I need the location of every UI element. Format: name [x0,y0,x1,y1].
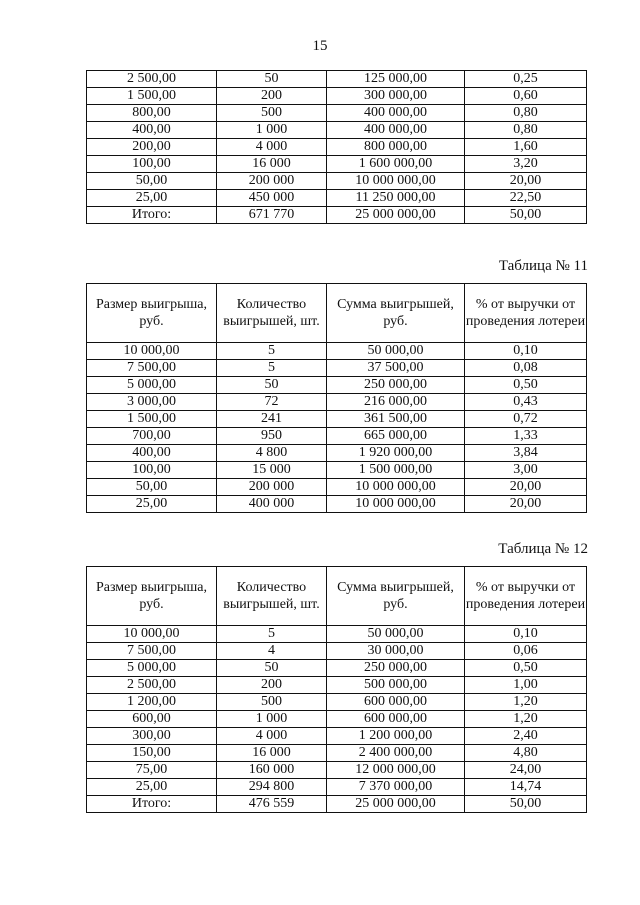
cell-revenue-percent: 20,00 [465,173,587,190]
cell-prize-sum: 10 000 000,00 [327,173,465,190]
cell-revenue-percent: 0,10 [465,343,587,360]
table-row [87,626,587,643]
prize-table-10 [86,70,587,224]
cell-revenue-percent: 24,00 [465,762,587,779]
cell-prize-count: 294 800 [217,779,327,796]
cell-prize-count: 160 000 [217,762,327,779]
cell-prize-sum: 1 200 000,00 [327,728,465,745]
cell-revenue-percent: 0,10 [465,626,587,643]
header-prize-count: Количество выигрышей, шт. [217,567,327,626]
cell-prize-count: 200 [217,677,327,694]
header-prize-count: Количество выигрышей, шт. [217,284,327,343]
table-row [87,207,587,224]
cell-prize-count: 4 [217,643,327,660]
cell-revenue-percent: 0,60 [465,88,587,105]
cell-prize-size: 600,00 [87,711,217,728]
cell-prize-sum: 400 000,00 [327,122,465,139]
cell-prize-sum: 50 000,00 [327,343,465,360]
table-row [87,139,587,156]
cell-revenue-percent: 1,20 [465,694,587,711]
cell-prize-count: 15 000 [217,462,327,479]
cell-prize-size: 200,00 [87,139,217,156]
cell-prize-count: 476 559 [217,796,327,813]
cell-revenue-percent: 0,06 [465,643,587,660]
cell-prize-size: 100,00 [87,156,217,173]
cell-prize-size: 25,00 [87,779,217,796]
table-row [87,71,587,88]
cell-prize-size: 50,00 [87,479,217,496]
table-row [87,411,587,428]
cell-revenue-percent: 0,80 [465,122,587,139]
cell-prize-sum: 250 000,00 [327,377,465,394]
table-row [87,796,587,813]
table-row [87,445,587,462]
cell-prize-count: 4 000 [217,139,327,156]
cell-prize-count: 4 000 [217,728,327,745]
cell-prize-count: 72 [217,394,327,411]
cell-revenue-percent: 20,00 [465,496,587,513]
cell-prize-sum: 250 000,00 [327,660,465,677]
cell-revenue-percent: 50,00 [465,796,587,813]
cell-prize-size: 400,00 [87,445,217,462]
cell-prize-size: 10 000,00 [87,343,217,360]
cell-revenue-percent: 0,50 [465,660,587,677]
table-row [87,479,587,496]
cell-revenue-percent: 3,00 [465,462,587,479]
cell-prize-sum: 7 370 000,00 [327,779,465,796]
cell-prize-count: 1 000 [217,122,327,139]
cell-prize-count: 200 000 [217,173,327,190]
table-row [87,428,587,445]
table-row [87,745,587,762]
cell-prize-size: 10 000,00 [87,626,217,643]
cell-prize-size: 25,00 [87,496,217,513]
cell-prize-size: 150,00 [87,745,217,762]
cell-prize-count: 50 [217,377,327,394]
cell-prize-size: 3 000,00 [87,394,217,411]
cell-prize-count: 50 [217,71,327,88]
cell-prize-count: 200 000 [217,479,327,496]
cell-prize-count: 950 [217,428,327,445]
cell-prize-size: 7 500,00 [87,643,217,660]
cell-prize-sum: 2 400 000,00 [327,745,465,762]
cell-prize-size: 1 200,00 [87,694,217,711]
cell-revenue-percent: 2,40 [465,728,587,745]
cell-prize-size: 75,00 [87,762,217,779]
cell-revenue-percent: 1,33 [465,428,587,445]
cell-prize-sum: 800 000,00 [327,139,465,156]
cell-prize-sum: 1 500 000,00 [327,462,465,479]
cell-revenue-percent: 3,20 [465,156,587,173]
cell-prize-size: 100,00 [87,462,217,479]
table-caption-12: Таблица № 12 [498,541,588,557]
prize-table-11 [86,283,587,513]
cell-prize-count: 400 000 [217,496,327,513]
table-row [87,462,587,479]
cell-prize-sum: 50 000,00 [327,626,465,643]
table-row [87,173,587,190]
table-row [87,660,587,677]
table-row [87,694,587,711]
table-row [87,394,587,411]
cell-prize-sum: 361 500,00 [327,411,465,428]
cell-prize-count: 5 [217,626,327,643]
cell-revenue-percent: 3,84 [465,445,587,462]
cell-prize-sum: 25 000 000,00 [327,207,465,224]
cell-prize-count: 200 [217,88,327,105]
cell-revenue-percent: 1,60 [465,139,587,156]
cell-prize-sum: 600 000,00 [327,694,465,711]
header-prize-sum: Сумма выигрышей, руб. [327,284,465,343]
cell-prize-sum: 11 250 000,00 [327,190,465,207]
table-header-row [87,567,587,626]
table-row [87,105,587,122]
cell-prize-size: 400,00 [87,122,217,139]
cell-prize-sum: 500 000,00 [327,677,465,694]
cell-prize-size: 800,00 [87,105,217,122]
cell-prize-size: 1 500,00 [87,88,217,105]
table-row [87,779,587,796]
cell-prize-sum: 216 000,00 [327,394,465,411]
cell-prize-sum: 300 000,00 [327,88,465,105]
table-row [87,711,587,728]
table-row [87,762,587,779]
cell-revenue-percent: 0,80 [465,105,587,122]
header-revenue-percent: % от выручки от проведения лотереи [465,567,587,626]
cell-revenue-percent: 0,08 [465,360,587,377]
cell-prize-sum: 665 000,00 [327,428,465,445]
cell-prize-count: 241 [217,411,327,428]
cell-prize-sum: 37 500,00 [327,360,465,377]
cell-prize-count: 16 000 [217,156,327,173]
cell-prize-count: 50 [217,660,327,677]
cell-revenue-percent: 0,50 [465,377,587,394]
cell-prize-size: 5 000,00 [87,377,217,394]
cell-prize-sum: 400 000,00 [327,105,465,122]
cell-prize-size: 2 500,00 [87,677,217,694]
prize-table-12 [86,566,587,813]
table-row [87,496,587,513]
table-row [87,88,587,105]
table-row [87,190,587,207]
table-row [87,343,587,360]
cell-revenue-percent: 14,74 [465,779,587,796]
table-row [87,156,587,173]
page-number: 15 [312,38,328,54]
cell-prize-size: 1 500,00 [87,411,217,428]
table-row [87,377,587,394]
cell-revenue-percent: 1,00 [465,677,587,694]
cell-revenue-percent: 0,43 [465,394,587,411]
cell-prize-size: Итого: [87,207,217,224]
table-row [87,360,587,377]
cell-prize-count: 500 [217,105,327,122]
cell-prize-count: 16 000 [217,745,327,762]
table-caption-11: Таблица № 11 [498,258,588,274]
table-header-row [87,284,587,343]
cell-revenue-percent: 0,72 [465,411,587,428]
cell-prize-sum: 12 000 000,00 [327,762,465,779]
cell-revenue-percent: 50,00 [465,207,587,224]
table-row [87,643,587,660]
cell-prize-size: 300,00 [87,728,217,745]
table-row [87,728,587,745]
cell-prize-size: 50,00 [87,173,217,190]
cell-prize-sum: 25 000 000,00 [327,796,465,813]
cell-revenue-percent: 1,20 [465,711,587,728]
cell-prize-sum: 1 920 000,00 [327,445,465,462]
cell-prize-count: 671 770 [217,207,327,224]
table-row [87,677,587,694]
cell-revenue-percent: 22,50 [465,190,587,207]
cell-prize-count: 1 000 [217,711,327,728]
cell-prize-sum: 10 000 000,00 [327,496,465,513]
header-revenue-percent: % от выручки от проведения лотереи [465,284,587,343]
header-prize-sum: Сумма выигрышей, руб. [327,567,465,626]
cell-prize-size: 25,00 [87,190,217,207]
cell-prize-size: Итого: [87,796,217,813]
cell-prize-sum: 600 000,00 [327,711,465,728]
cell-prize-size: 5 000,00 [87,660,217,677]
cell-prize-count: 5 [217,360,327,377]
cell-prize-size: 2 500,00 [87,71,217,88]
header-prize-size: Размер выигрыша, руб. [87,284,217,343]
cell-prize-sum: 125 000,00 [327,71,465,88]
cell-prize-sum: 10 000 000,00 [327,479,465,496]
cell-prize-sum: 30 000,00 [327,643,465,660]
cell-prize-count: 500 [217,694,327,711]
cell-prize-size: 7 500,00 [87,360,217,377]
cell-prize-count: 4 800 [217,445,327,462]
cell-prize-size: 700,00 [87,428,217,445]
table-row [87,122,587,139]
cell-prize-count: 5 [217,343,327,360]
header-prize-size: Размер выигрыша, руб. [87,567,217,626]
cell-prize-count: 450 000 [217,190,327,207]
cell-revenue-percent: 4,80 [465,745,587,762]
cell-revenue-percent: 0,25 [465,71,587,88]
cell-revenue-percent: 20,00 [465,479,587,496]
cell-prize-sum: 1 600 000,00 [327,156,465,173]
